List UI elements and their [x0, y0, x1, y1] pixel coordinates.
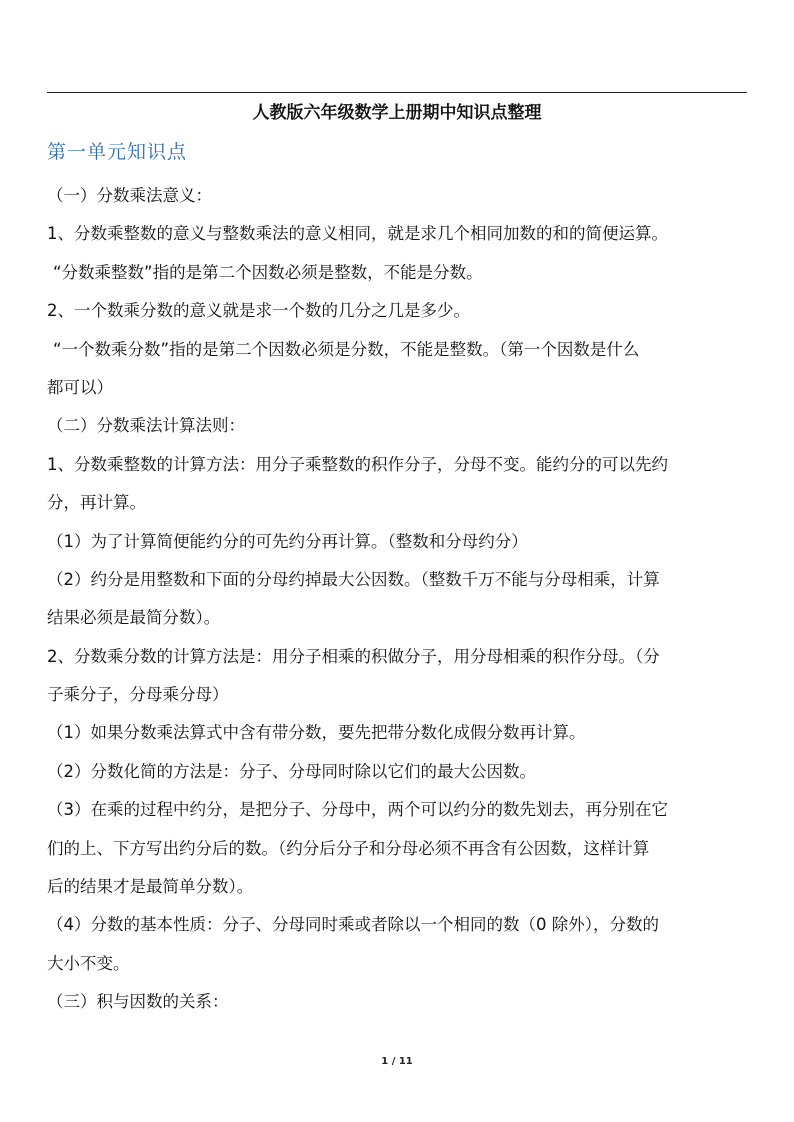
paragraph-line: 都可以）	[47, 377, 113, 397]
paragraph-line: “一个数乘分数”指的是第二个因数必须是分数，不能是整数。（第一个因数是什么	[53, 339, 640, 359]
paragraph-line: （2）分数化简的方法是：分子、分母同时除以它们的最大公因数。	[47, 761, 536, 781]
paragraph-line: 后的结果才是最简单分数）。	[47, 877, 254, 897]
paragraph-line: （3）在乘的过程中约分，是把分子、分母中，两个可以约分的数先划去，再分别在它	[47, 800, 668, 820]
section-heading: 第一单元知识点	[47, 141, 188, 163]
paragraph-line: （1）为了计算简便能约分的可先约分再计算。（整数和分母约分）	[47, 531, 528, 551]
paragraph-line: 2、一个数乘分数的意义就是求一个数的几分之几是多少。	[47, 301, 470, 321]
subsection-heading-3: （三）积与因数的关系：	[47, 992, 229, 1012]
paragraph-line: 分，再计算。	[47, 493, 146, 513]
paragraph-line: （1）如果分数乘法算式中含有带分数，要先把带分数化成假分数再计算。	[47, 723, 586, 743]
document-body	[47, 177, 759, 1022]
header-rule	[47, 92, 747, 93]
page-number: 1 / 11	[381, 1056, 413, 1067]
paragraph-line: “分数乘整数”指的是第二个因数必须是整数，不能是分数。	[53, 262, 483, 282]
subsection-heading-1: （一）分数乘法意义：	[47, 186, 212, 205]
paragraph-line: 结果必须是最简分数）。	[47, 608, 221, 628]
paragraph-line: （2）约分是用整数和下面的分母约掉最大公因数。（整数千万不能与分母相乘，计算	[47, 569, 660, 589]
paragraph-line: 1、分数乘整数的计算方法：用分子乘整数的积作分子，分母不变。能约分的可以先约	[47, 454, 668, 474]
document-title: 人教版六年级数学上册期中知识点整理	[252, 103, 542, 123]
paragraph-line: 子乘分子，分母乘分母）	[47, 685, 229, 705]
subsection-heading-2: （二）分数乘法计算法则：	[47, 416, 245, 436]
paragraph-line: 1、分数乘整数的意义与整数乘法的意义相同，就是求几个相同加数的和的简便运算。	[47, 224, 668, 244]
paragraph-line: 大小不变。	[47, 953, 130, 973]
paragraph-line: 2、分数乘分数的计算方法是：用分子相乘的积做分子，用分母相乘的积作分母。（分	[47, 646, 660, 666]
paragraph-line: （4）分数的基本性质：分子、分母同时乘或者除以一个相同的数（0 除外），分数的	[47, 915, 659, 935]
paragraph-line: 们的上、下方写出约分后的数。（约分后分子和分母必须不再含有公因数，这样计算	[47, 838, 650, 858]
